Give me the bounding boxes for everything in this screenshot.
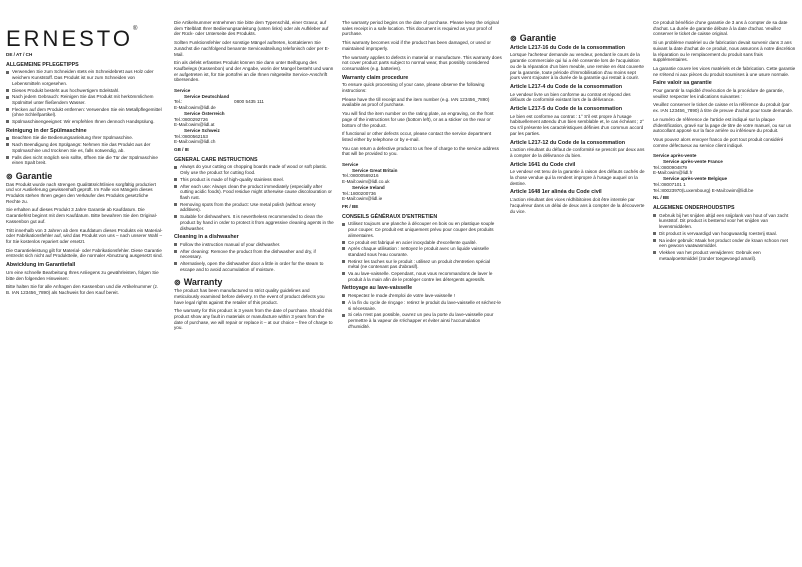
bullet-icon (342, 247, 345, 250)
list-item: Follow the instruction manual of your dishwasher. (174, 242, 334, 248)
warranty-heading: ⊚ Warranty (174, 277, 223, 288)
section-heading: Faire valoir sa garantie (653, 80, 712, 87)
article-text: Le vendeur est tenu de la garantie à raison des défauts cachés de la chose vendue qui la rendent impropre à l'usage auquel on la destine. (510, 169, 645, 186)
bullet-icon (342, 260, 345, 263)
paragraph: Die Artikelnummer entnehmen Sie bitte dem Typenschild, einer Gravur, auf dem Titelblatt Ihrer Bedienungsanleitung (unten links) oder als Aufkleber auf der Rück- oder Unterseite des Produkts. (174, 20, 329, 37)
paragraph: La garantie couvre les vices matériels et de fabrication. Cette garantie ne s'étend ni aux pièces du produit soumises à une usure normale. (653, 65, 796, 77)
column-english (174, 20, 334, 334)
list-item: Retirez les taches sur le produit : utilisez un produit d'entretien spécial métal (ne contenant pas d'abrasif). (342, 259, 502, 270)
column-english-french (342, 20, 502, 330)
paragraph: Um eine schnelle Bearbeitung Ihres Anliegens zu gewährleisten, folgen Sie bitte den folgenden Hinweisen: (6, 269, 159, 281)
section-heading: ALLGEMEINE PFLEGETIPPS (6, 61, 79, 68)
paragraph: Si un problème matériel ou de fabrication devait survenir dans 3 ans suivant la date d'achat de ce produit, nous assurons à notre discrétion la réparation ou le remplacement du produit sans frais supplémentaires. (653, 40, 796, 63)
service-country: Service après-vente France (663, 159, 723, 165)
bullet-icon (6, 120, 9, 123)
language-flags: FR / BE (342, 203, 359, 209)
service-phone: Tel.:08000569216 (342, 173, 379, 179)
warranty-icon: ⊚ (6, 171, 13, 181)
bullet-icon (342, 272, 345, 275)
service-email[interactable]: E-Mail:owim@lidl.at (174, 122, 215, 128)
list-item: Flecken auf dem Produkt entfernen: Verwenden Sie ein Metallpflegemittel (ohne Schleifpartikel). (6, 107, 163, 118)
service-phone: Tel.:0800292726 (174, 116, 208, 122)
bullet-icon (174, 250, 177, 253)
paragraph: The warranty period begins on the date of purchase. Please keep the original sales receipt in a safe location. This document is required as your proof of purchase. (342, 20, 499, 37)
list-item: Spülmaschinengeeignet: Wir empfehlen Ihnen dennoch Handspülung. (6, 119, 163, 125)
section-heading: Abwicklung im Garantiefall (6, 262, 76, 269)
bullet-icon (174, 185, 177, 188)
bullet-icon (6, 108, 9, 111)
article-title: Article L217-4 du Code de la consommation (510, 83, 623, 90)
article-title: Article L217-16 du Code de la consommation (510, 44, 626, 51)
paragraph: If functional or other defects occur, please contact the service department listed either by telephone or by e-mail. (342, 131, 492, 142)
list-item: Dieses Produkt besteht aus hochwertigem Edelstahl. (6, 88, 163, 94)
paragraph: Die Garantieleistung gilt für Material- oder Fabrikationsfehler. Diese Garantie erstreckt sich nicht auf Produktteile, die normaler Abnutzung ausgesetzt sind. (6, 247, 163, 259)
section-heading: ALGEMENE ONDERHOUDSTIPS (653, 204, 735, 211)
paragraph: You will find the item number on the rating plate, an engraving, on the front page of the instructions for use (bottom left), or as a sticker on the rear or bottom of the product. (342, 111, 494, 128)
list-item: Gebruik bij het snijden altijd een snijplank van hout of van zacht kunststof. Dit product is bestemd voor het snijden van levensmiddelen. (653, 213, 796, 230)
brand-name: ERNESTO (6, 26, 133, 51)
list-item: Nach jedem Gebrauch: Reinigen Sie das Produkt mit herkömmlichem Spülmittel unter fließendem Wasser. (6, 94, 163, 105)
bullet-icon (6, 89, 9, 92)
service-phone: Tel.:0800904879 (653, 164, 687, 170)
bullet-icon (342, 223, 345, 226)
warranty-heading: ⊚ Garantie (510, 33, 557, 43)
bullet-icon (653, 251, 656, 254)
service-heading: Service après-vente (653, 153, 697, 159)
service-email[interactable]: E-Mail:owim@lidl.fr (653, 170, 693, 176)
paragraph: Ce produit bénéficie d'une garantie de 3 ans à compter de sa date d'achat. La durée de garantie débute à la date d'achat. Veuillez conserver le ticket de caisse original. (653, 20, 788, 37)
paragraph: The product has been manufactured to strict quality guidelines and meticulously examined before delivery. In the event of product defects you have legal rights against the retailer of this product. (174, 288, 325, 305)
paragraph: The warranty applies to defects in material or manufacture. This warranty does not cover product parts subject to normal wear, thus possibly considered consumables (e.g. batteries). (342, 54, 502, 71)
list-item: Va au lave-vaisselle. Cependant, nous vous recommandons de laver le produit à la main afin de le protéger contre les détergents agressifs. (342, 271, 502, 282)
bullet-icon (342, 314, 345, 317)
brand-logo (6, 26, 137, 52)
paragraph: Pour garantir la rapidité d'exécution de la procédure de garantie, veuillez respecter les indications suivantes : (653, 88, 784, 99)
paragraph: This warranty becomes void if the product has been damaged, or used or maintained improperly. (342, 40, 491, 51)
bullet-icon (174, 203, 177, 206)
article-title: Article 1648 1er alinéa du Code civil (510, 189, 602, 196)
service-email[interactable]: E-Mail:owim@lidl.co.uk (342, 179, 390, 185)
list-item: Falls dies nicht möglich sein sollte, öffnen Sie die Tür der Spülmaschine einen Spalt breit. (6, 155, 163, 166)
column-german (6, 50, 163, 299)
bullet-icon (6, 96, 9, 99)
care-list (6, 69, 163, 124)
section-heading: Reinigung in der Spülmaschine (6, 127, 87, 134)
list-item: Respectez le mode d'emploi de votre lave-vaisselle ! (342, 293, 502, 299)
bullet-icon (6, 71, 9, 74)
article-title: Article 1641 du Code civil (510, 161, 576, 168)
list-item: Suitable for dishwashers. It is nevertheless recommended to clean the product by hand in order to protect it from aggressive cleaning agents in the dishwasher. (174, 214, 334, 231)
service-country: Service Schweiz (184, 127, 220, 133)
paragraph: Veuillez conserver le ticket de caisse et la référence du produit (par ex. IAN 123456_7890) à titre de preuve d'achat pour toute demande. (653, 102, 794, 114)
service-phone: Tel.:1800200736 (342, 190, 376, 196)
column-french-articles (510, 28, 645, 217)
article-title: Article L217-12 du Code de la consommation (510, 139, 626, 146)
warranty-icon: ⊚ (510, 34, 517, 43)
paragraph: You can return a defective product to us free of charge to the service address that will be provided to you. (342, 145, 499, 157)
list-item: Utilisez toujours une planche à découper en bois ou en plastique souple pour couper. Ce produit est uniquement prévu pour couper des produits alimentaires. (342, 221, 502, 238)
service-heading: Service (174, 88, 191, 94)
section-heading: Nettoyage au lave-vaisselle (342, 285, 413, 292)
paragraph: The warranty for this product is 3 years from the date of purchase. Should this product show any fault in materials or manufacture within 3 years from the date of purchase, we will repair or replace it – at our choice – free of charge to you. (174, 308, 333, 331)
service-country: Service Österreich (184, 110, 225, 116)
list-item: This product is made of high-quality stainless steel. (174, 177, 334, 183)
bullet-icon (174, 178, 177, 181)
list-item: Nach Beendigung des Spülgangs: Nehmen Sie das Produkt aus der Spülmaschine und trocknen Sie es, falls notwendig, ab. (6, 142, 163, 153)
service-block (174, 94, 334, 145)
list-item: Après chaque utilisation : nettoyez le produit avec un liquide vaisselle standard sous l'eau courante. (342, 246, 502, 257)
article-text: Le vendeur livre un bien conforme au contrat et répond des défauts de conformité existant lors de la délivrance. (510, 91, 631, 103)
section-heading: GENERAL CARE INSTRUCTIONS (174, 156, 258, 163)
article-text: L'action résultant du défaut de conformité se prescrit par deux ans à compter de la délivrance du bien. (510, 147, 645, 158)
bullet-icon (342, 294, 345, 297)
section-heading: Warranty claim procedure (342, 74, 409, 81)
bullet-icon (174, 243, 177, 246)
bullet-icon (174, 262, 177, 265)
bullet-icon (6, 137, 9, 140)
service-phone: Tel.:0800562153 (174, 133, 208, 139)
article-text: Lorsque l'acheteur demande au vendeur, pendant le cours de la garantie commerciale qui lui a été consentie lors de l'acquisition ou de la réparation d'un bien meuble, une remise en état couverte par la garantie, toute période d'immobilisation d'au moins sept jours vient s'ajouter à la durée de la garantie qui restait à courir. (510, 52, 644, 81)
paragraph: Bitte halten Sie für alle Anfragen den Kassenbon und die Artikelnummer (z. B. IAN 123456_7890) als Nachweis für den Kauf bereit. (6, 284, 159, 295)
list-item: Removing spots from the product: Use metal polish (without emery additives). (174, 202, 334, 213)
service-phone: Tel.:08007101 1 (653, 181, 686, 187)
list-item: After each use: Always clean the product immediately (especially after cutting acidic foods). Food residue might otherwise cause discolouration or flash rust. (174, 184, 334, 201)
list-item: Always do your cutting on chopping boards made of wood or soft plastic. Only use the product for cutting food. (174, 164, 334, 175)
paragraph: Ein als defekt erfasstes Produkt können Sie dann unter Beifügung des Kaufbelegs (Kassenbon) und der Angabe, worin der Mangel besteht und wann er aufgetreten ist, für Sie portofrei an die Ihnen mitgeteilte Service-Anschrift übersenden. (174, 60, 334, 83)
language-flags: DE / AT / CH (6, 52, 33, 57)
bullet-icon (174, 215, 177, 218)
article-title: Article L217-5 du Code de la consommation (510, 106, 623, 113)
service-email[interactable]: E-Mail:owim@lidl.ie (342, 196, 383, 202)
brand-mark: ® (132, 26, 138, 32)
paragraph: Vous pouvez alors envoyer franco de port tout produit considéré comme défectueux au service client indiqué. (653, 136, 784, 148)
bullet-icon (342, 241, 345, 244)
list-item: Dit product is vervaardigd van hoogwaardig roestvrij staal. (653, 231, 796, 237)
paragraph: Das Produkt wurde nach strengen Qualitätsrichtlinien sorgfältig produziert und vor Auslieferung gewissenhaft geprüft. Im Falle von Mängeln dieses Produkts stehen Ihnen gegen den Verkäufer des Produkts gesetzliche Rechte zu. (6, 181, 156, 204)
warranty-icon: ⊚ (174, 278, 181, 288)
article-text: Le bien est conforme au contrat : 1° S'il est propre à l'usage habituellement attendu d'un bien semblable et, le cas échéant ; 2° Ou s'il présente les caractéristiques définies d'un commun accord par les parties. (510, 113, 644, 136)
paragraph: Sollten Funktionsfehler oder sonstige Mängel auftreten, kontaktieren Sie zunächst die nachfolgend benannte Serviceabteilung telefonisch oder per E-Mail. (174, 40, 330, 57)
section-heading: CONSEILS GÉNÉRAUX D'ENTRETIEN (342, 213, 438, 220)
paragraph: Tritt innerhalb von 3 Jahren ab dem Kaufdatum dieses Produkts ein Material- oder Fabrikationsfehler auf, wird das Produkt von uns – nach unserer Wahl – für Sie kostenlos repariert oder ersetzt. (6, 227, 163, 244)
list-item: Verwenden Sie zum Schneiden stets ein Schneidebrett aus Holz oder weichem Kunststoff. Das Produkt ist nur zum Schneiden von Lebensmitteln vorgesehen. (6, 69, 163, 86)
bullet-icon (6, 156, 9, 159)
list-item: Vlekken van het product verwijderen: Gebruik een metaalpoetsmiddel (zonder toegevoegd amaril). (653, 250, 796, 261)
service-email[interactable]: E-Mail:owim@lidl.ch (174, 139, 216, 145)
service-email[interactable]: Tel.:80023970(Luxembourg) E-Mail:owim@lidl.be (653, 187, 754, 193)
service-heading: Service (342, 162, 359, 168)
service-phone: Tel.: 0800 5435 111 (174, 99, 264, 105)
warranty-heading: ⊚ Garantie (6, 170, 53, 181)
list-item: Beachten Sie die Bedienungsanleitung Ihrer Spülmaschine. (6, 135, 163, 141)
section-heading: Cleaning in a dishwasher (174, 234, 239, 241)
service-country: Service Ireland (352, 184, 385, 190)
service-country: Service après-vente Belgique (663, 176, 728, 182)
bullet-icon (653, 232, 656, 235)
paragraph: Le numéro de référence de l'article est indiqué sur la plaque d'identification, gravé sur la page de titre de votre manuel, ou sur un autocollant apposé sur la face arrière ou inférieure du produit. (653, 116, 792, 134)
paragraph: Sie erhalten auf dieses Produkt 3 Jahre Garantie ab Kaufdatum. Die Garantiefrist beginnt mit dem Kaufdatum. Bitte bewahren Sie den Original-Kassenbon gut auf. (6, 207, 158, 224)
article-text: L'action résultant des vices rédhibitoires doit être intentée par l'acquéreur dans un délai de deux ans à compter de la découverte du vice. (510, 197, 645, 214)
paragraph: Please have the till receipt and the item number (e.g. IAN 123456_7890) available as proof of purchase. (342, 96, 490, 108)
language-flags: GB / IE (174, 147, 190, 153)
bullet-icon (6, 143, 9, 146)
service-country: Service Great Britain (352, 167, 398, 173)
list-item: Ce produit est fabriqué en acier inoxydable d'excellente qualité. (342, 240, 502, 246)
column-french-dutch (653, 20, 796, 262)
list-item: Na ieder gebruik: Maak het product onder de kraan schoon met een gewoon vaatwasmiddel. (653, 238, 796, 249)
language-flags: NL / BE (653, 195, 670, 201)
bullet-icon (342, 301, 345, 304)
bullet-icon (653, 239, 656, 242)
list-item: Alternatively, open the dishwasher door a little in order for the steam to escape and to avoid accumulation of moisture. (174, 261, 334, 272)
bullet-icon (653, 214, 656, 217)
service-country: Service Deutschland (184, 93, 230, 99)
list-item: Si cela n'est pas possible, ouvrez un peu la porte du lave-vaisselle pour permettre à la vapeur de s'échapper et éviter ainsi l'accumulation d'humidité. (342, 312, 502, 329)
list-item: After cleaning: Remove the product from the dishwasher and dry, if necessary. (174, 249, 334, 260)
list-item: À la fin du cycle de rinçage : retirez le produit du lave-vaisselle et séchez-le si nécessaire. (342, 300, 502, 311)
service-email[interactable]: E-Mail:owim@lidl.de (174, 105, 216, 111)
bullet-icon (174, 166, 177, 169)
paragraph: To ensure quick processing of your case, please observe the following instructions: (342, 82, 485, 94)
